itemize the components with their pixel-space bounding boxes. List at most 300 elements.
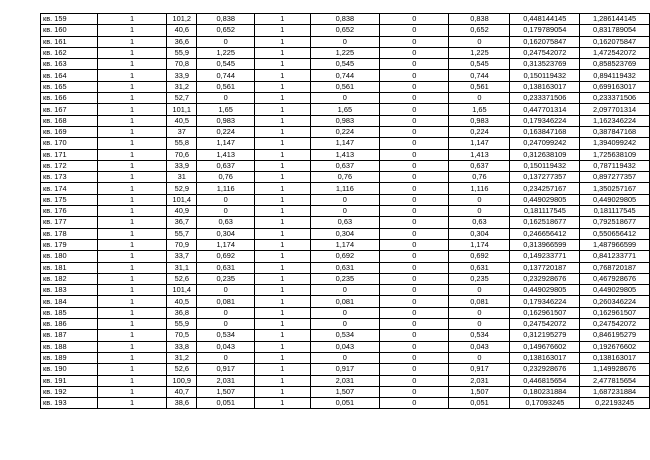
table-cell[interactable]: 0 <box>380 352 449 363</box>
table-cell[interactable]: 0 <box>380 307 449 318</box>
table-cell[interactable]: 1 <box>255 149 311 160</box>
table-cell[interactable]: 0,179789054 <box>510 25 580 36</box>
table-cell[interactable]: 0 <box>197 36 255 47</box>
table-cell[interactable]: 0 <box>380 239 449 250</box>
table-cell[interactable]: 0,449029805 <box>580 194 650 205</box>
table-cell[interactable]: 0,232928676 <box>510 364 580 375</box>
table-cell[interactable]: 0,233371506 <box>580 93 650 104</box>
table-cell[interactable]: 0,138163017 <box>510 81 580 92</box>
table-cell[interactable]: 1 <box>97 262 166 273</box>
table-cell[interactable]: 0 <box>380 251 449 262</box>
table-cell[interactable]: 0,224 <box>310 126 380 137</box>
table-cell[interactable]: 0,17093245 <box>510 398 580 409</box>
table-cell[interactable]: 0 <box>380 81 449 92</box>
table-cell[interactable]: 1 <box>97 59 166 70</box>
table-cell[interactable]: 0,768720187 <box>580 262 650 273</box>
table-cell[interactable]: 2,477815654 <box>580 375 650 386</box>
table-cell[interactable]: 38,6 <box>167 398 197 409</box>
table-cell[interactable]: 0,983 <box>197 115 255 126</box>
apartment-cell[interactable]: кв. 167 <box>41 104 98 115</box>
table-cell[interactable]: 0 <box>197 206 255 217</box>
table-cell[interactable]: 0,63 <box>449 217 510 228</box>
table-cell[interactable]: 36,6 <box>167 36 197 47</box>
apartment-cell[interactable]: кв. 172 <box>41 160 98 171</box>
table-cell[interactable]: 1 <box>97 36 166 47</box>
table-cell[interactable]: 1 <box>97 330 166 341</box>
apartment-cell[interactable]: кв. 160 <box>41 25 98 36</box>
table-cell[interactable]: 0,631 <box>449 262 510 273</box>
table-cell[interactable]: 0,446815654 <box>510 375 580 386</box>
table-cell[interactable]: 0,561 <box>197 81 255 92</box>
table-cell[interactable]: 0 <box>197 307 255 318</box>
table-cell[interactable]: 0,051 <box>197 398 255 409</box>
table-cell[interactable]: 0,162075847 <box>510 36 580 47</box>
table-cell[interactable]: 0,387847168 <box>580 126 650 137</box>
table-cell[interactable]: 0,744 <box>310 70 380 81</box>
table-cell[interactable]: 1 <box>255 364 311 375</box>
table-cell[interactable]: 0,304 <box>449 228 510 239</box>
table-cell[interactable]: 1 <box>255 138 311 149</box>
table-cell[interactable]: 0 <box>380 296 449 307</box>
table-cell[interactable]: 2,031 <box>310 375 380 386</box>
table-cell[interactable]: 0 <box>310 206 380 217</box>
table-cell[interactable]: 0,637 <box>310 160 380 171</box>
table-cell[interactable]: 0,838 <box>310 14 380 25</box>
table-cell[interactable]: 101,4 <box>167 194 197 205</box>
table-cell[interactable]: 0,247542072 <box>510 319 580 330</box>
table-cell[interactable]: 1,65 <box>310 104 380 115</box>
table-cell[interactable]: 1 <box>255 25 311 36</box>
table-cell[interactable]: 0,163847168 <box>510 126 580 137</box>
table-cell[interactable]: 0,162518677 <box>510 217 580 228</box>
table-cell[interactable]: 0,787119432 <box>580 160 650 171</box>
table-cell[interactable]: 1 <box>97 14 166 25</box>
table-cell[interactable]: 33,9 <box>167 70 197 81</box>
table-cell[interactable]: 0,043 <box>310 341 380 352</box>
table-cell[interactable]: 1 <box>255 330 311 341</box>
table-cell[interactable]: 0,247099242 <box>510 138 580 149</box>
table-cell[interactable]: 0,631 <box>197 262 255 273</box>
table-cell[interactable]: 0,081 <box>197 296 255 307</box>
table-cell[interactable]: 0 <box>380 25 449 36</box>
table-cell[interactable]: 52,9 <box>167 183 197 194</box>
table-cell[interactable]: 1 <box>255 239 311 250</box>
table-cell[interactable]: 0 <box>380 104 449 115</box>
table-cell[interactable]: 0 <box>380 206 449 217</box>
table-cell[interactable]: 1 <box>97 149 166 160</box>
table-cell[interactable]: 0 <box>310 36 380 47</box>
table-cell[interactable]: 1 <box>255 285 311 296</box>
table-cell[interactable]: 0,138163017 <box>580 352 650 363</box>
table-cell[interactable]: 1,162346224 <box>580 115 650 126</box>
table-cell[interactable]: 0 <box>380 228 449 239</box>
table-cell[interactable]: 1 <box>255 183 311 194</box>
table-cell[interactable]: 1 <box>255 172 311 183</box>
table-cell[interactable]: 0,652 <box>449 25 510 36</box>
table-cell[interactable]: 0,043 <box>449 341 510 352</box>
table-cell[interactable]: 0 <box>380 126 449 137</box>
apartment-cell[interactable]: кв. 163 <box>41 59 98 70</box>
table-cell[interactable]: 0,234257167 <box>510 183 580 194</box>
table-cell[interactable]: 0,192676602 <box>580 341 650 352</box>
table-cell[interactable]: 31 <box>167 172 197 183</box>
apartment-cell[interactable]: кв. 183 <box>41 285 98 296</box>
table-cell[interactable]: 1,174 <box>449 239 510 250</box>
table-cell[interactable]: 1 <box>97 285 166 296</box>
apartment-cell[interactable]: кв. 187 <box>41 330 98 341</box>
table-cell[interactable]: 1 <box>97 307 166 318</box>
table-cell[interactable]: 1,286144145 <box>580 14 650 25</box>
table-cell[interactable]: 1 <box>255 126 311 137</box>
table-cell[interactable]: 1 <box>255 47 311 58</box>
table-cell[interactable]: 0,692 <box>310 251 380 262</box>
table-cell[interactable]: 0,149676602 <box>510 341 580 352</box>
table-cell[interactable]: 0 <box>449 319 510 330</box>
apartment-cell[interactable]: кв. 188 <box>41 341 98 352</box>
table-cell[interactable]: 0,162075847 <box>580 36 650 47</box>
apartment-cell[interactable]: кв. 161 <box>41 36 98 47</box>
table-cell[interactable]: 100,9 <box>167 375 197 386</box>
table-cell[interactable]: 1,174 <box>197 239 255 250</box>
table-cell[interactable]: 0 <box>310 352 380 363</box>
table-cell[interactable]: 0,304 <box>310 228 380 239</box>
table-cell[interactable]: 31,2 <box>167 81 197 92</box>
table-cell[interactable]: 31,2 <box>167 352 197 363</box>
apartment-cell[interactable]: кв. 177 <box>41 217 98 228</box>
table-cell[interactable]: 0,138163017 <box>510 352 580 363</box>
table-cell[interactable]: 0,179346224 <box>510 115 580 126</box>
table-cell[interactable]: 0,235 <box>197 273 255 284</box>
table-cell[interactable]: 1,507 <box>449 386 510 397</box>
table-cell[interactable]: 0,313523769 <box>510 59 580 70</box>
table-cell[interactable]: 0 <box>380 70 449 81</box>
table-cell[interactable]: 101,2 <box>167 14 197 25</box>
table-cell[interactable]: 1,350257167 <box>580 183 650 194</box>
table-cell[interactable]: 36,7 <box>167 217 197 228</box>
table-cell[interactable]: 0,63 <box>197 217 255 228</box>
table-cell[interactable]: 33,7 <box>167 251 197 262</box>
table-cell[interactable]: 0,232928676 <box>510 273 580 284</box>
table-cell[interactable]: 0,983 <box>310 115 380 126</box>
table-cell[interactable]: 55,7 <box>167 228 197 239</box>
table-cell[interactable]: 0,22193245 <box>580 398 650 409</box>
table-cell[interactable]: 0 <box>380 47 449 58</box>
table-cell[interactable]: 0,897277357 <box>580 172 650 183</box>
table-cell[interactable]: 2,097701314 <box>580 104 650 115</box>
table-cell[interactable]: 0 <box>380 14 449 25</box>
table-cell[interactable]: 1,394099242 <box>580 138 650 149</box>
table-cell[interactable]: 2,031 <box>449 375 510 386</box>
table-cell[interactable]: 1 <box>255 341 311 352</box>
table-cell[interactable]: 1,413 <box>449 149 510 160</box>
table-cell[interactable]: 0,181117545 <box>580 206 650 217</box>
apartment-cell[interactable]: кв. 170 <box>41 138 98 149</box>
table-cell[interactable]: 40,7 <box>167 386 197 397</box>
table-cell[interactable]: 0 <box>197 352 255 363</box>
table-cell[interactable]: 1 <box>255 160 311 171</box>
table-cell[interactable]: 0 <box>380 273 449 284</box>
table-cell[interactable]: 0,449029805 <box>510 194 580 205</box>
table-cell[interactable]: 1 <box>255 307 311 318</box>
table-cell[interactable]: 0,162961507 <box>510 307 580 318</box>
table-cell[interactable]: 0,63 <box>310 217 380 228</box>
table-cell[interactable]: 1 <box>255 251 311 262</box>
table-cell[interactable]: 0,312638109 <box>510 149 580 160</box>
table-cell[interactable]: 0,179346224 <box>510 296 580 307</box>
table-cell[interactable]: 0 <box>380 364 449 375</box>
table-cell[interactable]: 1 <box>97 183 166 194</box>
table-cell[interactable]: 0,561 <box>449 81 510 92</box>
table-cell[interactable]: 52,6 <box>167 364 197 375</box>
table-cell[interactable]: 0,247542072 <box>580 319 650 330</box>
table-cell[interactable]: 0 <box>380 262 449 273</box>
table-cell[interactable]: 1 <box>97 251 166 262</box>
apartment-cell[interactable]: кв. 179 <box>41 239 98 250</box>
table-cell[interactable]: 0 <box>380 386 449 397</box>
table-cell[interactable]: 0,081 <box>449 296 510 307</box>
table-cell[interactable]: 40,9 <box>167 206 197 217</box>
table-cell[interactable]: 0 <box>197 285 255 296</box>
table-cell[interactable]: 70,5 <box>167 330 197 341</box>
table-cell[interactable]: 36,8 <box>167 307 197 318</box>
table-cell[interactable]: 1,507 <box>310 386 380 397</box>
table-cell[interactable]: 0,224 <box>197 126 255 137</box>
table-cell[interactable]: 31,1 <box>167 262 197 273</box>
table-cell[interactable]: 52,6 <box>167 273 197 284</box>
table-cell[interactable]: 40,5 <box>167 296 197 307</box>
table-cell[interactable]: 0 <box>449 206 510 217</box>
table-cell[interactable]: 1,487966599 <box>580 239 650 250</box>
table-cell[interactable]: 1 <box>255 398 311 409</box>
table-cell[interactable]: 1,116 <box>197 183 255 194</box>
table-cell[interactable]: 1,116 <box>310 183 380 194</box>
table-cell[interactable]: 1 <box>255 319 311 330</box>
table-cell[interactable]: 0 <box>197 93 255 104</box>
table-cell[interactable]: 1 <box>255 81 311 92</box>
apartment-cell[interactable]: кв. 166 <box>41 93 98 104</box>
table-cell[interactable]: 1,725638109 <box>580 149 650 160</box>
table-cell[interactable]: 70,8 <box>167 59 197 70</box>
table-cell[interactable]: 0 <box>380 59 449 70</box>
table-cell[interactable]: 1,65 <box>197 104 255 115</box>
table-cell[interactable]: 0,894119432 <box>580 70 650 81</box>
table-cell[interactable]: 0,235 <box>449 273 510 284</box>
apartment-cell[interactable]: кв. 174 <box>41 183 98 194</box>
table-cell[interactable]: 0,467928676 <box>580 273 650 284</box>
table-cell[interactable]: 40,6 <box>167 25 197 36</box>
table-cell[interactable]: 0 <box>380 330 449 341</box>
table-cell[interactable]: 1 <box>97 341 166 352</box>
table-cell[interactable]: 1 <box>255 296 311 307</box>
table-cell[interactable]: 0,983 <box>449 115 510 126</box>
table-cell[interactable]: 0,545 <box>310 59 380 70</box>
table-cell[interactable]: 0,841233771 <box>580 251 650 262</box>
table-cell[interactable]: 1 <box>97 364 166 375</box>
table-cell[interactable]: 0,181117545 <box>510 206 580 217</box>
table-cell[interactable]: 1,149928676 <box>580 364 650 375</box>
table-cell[interactable]: 0,637 <box>197 160 255 171</box>
table-cell[interactable]: 1 <box>255 262 311 273</box>
apartment-cell[interactable]: кв. 184 <box>41 296 98 307</box>
table-cell[interactable]: 0 <box>197 319 255 330</box>
table-cell[interactable]: 1 <box>255 228 311 239</box>
table-cell[interactable]: 1,174 <box>310 239 380 250</box>
table-cell[interactable]: 1 <box>97 386 166 397</box>
table-cell[interactable]: 0,744 <box>197 70 255 81</box>
table-cell[interactable]: 1 <box>97 115 166 126</box>
table-cell[interactable]: 0,449029805 <box>580 285 650 296</box>
table-cell[interactable]: 1 <box>97 70 166 81</box>
table-cell[interactable]: 0 <box>380 398 449 409</box>
table-cell[interactable]: 0,744 <box>449 70 510 81</box>
table-cell[interactable]: 0,534 <box>310 330 380 341</box>
table-cell[interactable]: 1,472542072 <box>580 47 650 58</box>
table-cell[interactable]: 0 <box>310 319 380 330</box>
table-cell[interactable]: 0,561 <box>310 81 380 92</box>
table-cell[interactable]: 55,8 <box>167 138 197 149</box>
table-cell[interactable]: 0,699163017 <box>580 81 650 92</box>
table-cell[interactable]: 0,247542072 <box>510 47 580 58</box>
table-cell[interactable]: 55,9 <box>167 319 197 330</box>
table-cell[interactable]: 1 <box>97 398 166 409</box>
apartment-cell[interactable]: кв. 181 <box>41 262 98 273</box>
table-cell[interactable]: 1 <box>255 217 311 228</box>
apartment-cell[interactable]: кв. 176 <box>41 206 98 217</box>
apartment-cell[interactable]: кв. 191 <box>41 375 98 386</box>
table-cell[interactable]: 0 <box>380 217 449 228</box>
apartment-cell[interactable]: кв. 168 <box>41 115 98 126</box>
table-cell[interactable]: 0 <box>380 36 449 47</box>
table-cell[interactable]: 1,225 <box>197 47 255 58</box>
table-cell[interactable]: 0,304 <box>197 228 255 239</box>
table-cell[interactable]: 1 <box>255 104 311 115</box>
table-cell[interactable]: 101,1 <box>167 104 197 115</box>
table-cell[interactable]: 1 <box>97 25 166 36</box>
table-cell[interactable]: 101,4 <box>167 285 197 296</box>
table-cell[interactable]: 1 <box>255 115 311 126</box>
table-cell[interactable]: 0,233371506 <box>510 93 580 104</box>
table-cell[interactable]: 37 <box>167 126 197 137</box>
table-cell[interactable]: 0,137277357 <box>510 172 580 183</box>
table-cell[interactable]: 0,550656412 <box>580 228 650 239</box>
table-cell[interactable]: 0 <box>310 285 380 296</box>
table-cell[interactable]: 1 <box>97 296 166 307</box>
table-cell[interactable]: 0,260346224 <box>580 296 650 307</box>
table-cell[interactable]: 1 <box>255 59 311 70</box>
apartment-cell[interactable]: кв. 165 <box>41 81 98 92</box>
table-cell[interactable]: 1,225 <box>310 47 380 58</box>
apartment-cell[interactable]: кв. 169 <box>41 126 98 137</box>
table-cell[interactable]: 0,917 <box>197 364 255 375</box>
table-cell[interactable]: 1 <box>255 70 311 81</box>
table-cell[interactable]: 0 <box>449 307 510 318</box>
table-cell[interactable]: 1 <box>97 81 166 92</box>
table-cell[interactable]: 1 <box>255 14 311 25</box>
table-cell[interactable]: 0 <box>310 307 380 318</box>
table-cell[interactable]: 0,652 <box>310 25 380 36</box>
table-cell[interactable]: 1 <box>97 375 166 386</box>
table-cell[interactable]: 0,545 <box>197 59 255 70</box>
table-cell[interactable]: 1 <box>255 194 311 205</box>
table-cell[interactable]: 0,081 <box>310 296 380 307</box>
table-cell[interactable]: 0,312195279 <box>510 330 580 341</box>
table-cell[interactable]: 0,235 <box>310 273 380 284</box>
table-cell[interactable]: 0,246656412 <box>510 228 580 239</box>
apartment-cell[interactable]: кв. 185 <box>41 307 98 318</box>
table-cell[interactable]: 0 <box>380 138 449 149</box>
table-cell[interactable]: 1 <box>97 93 166 104</box>
table-cell[interactable]: 0 <box>380 115 449 126</box>
table-cell[interactable]: 55,9 <box>167 47 197 58</box>
apartment-cell[interactable]: кв. 162 <box>41 47 98 58</box>
table-cell[interactable]: 1,147 <box>197 138 255 149</box>
table-cell[interactable]: 1 <box>97 217 166 228</box>
table-cell[interactable]: 52,7 <box>167 93 197 104</box>
table-cell[interactable]: 0 <box>449 352 510 363</box>
table-cell[interactable]: 0 <box>449 285 510 296</box>
table-cell[interactable]: 0,224 <box>449 126 510 137</box>
table-cell[interactable]: 40,5 <box>167 115 197 126</box>
apartment-cell[interactable]: кв. 178 <box>41 228 98 239</box>
table-cell[interactable]: 0,838 <box>449 14 510 25</box>
apartment-cell[interactable]: кв. 192 <box>41 386 98 397</box>
table-cell[interactable]: 1 <box>255 273 311 284</box>
table-cell[interactable]: 0,449029805 <box>510 285 580 296</box>
table-cell[interactable]: 1 <box>97 172 166 183</box>
table-cell[interactable]: 0 <box>380 341 449 352</box>
table-cell[interactable]: 0,637 <box>449 160 510 171</box>
apartment-cell[interactable]: кв. 193 <box>41 398 98 409</box>
table-cell[interactable]: 0,043 <box>197 341 255 352</box>
table-cell[interactable]: 1,65 <box>449 104 510 115</box>
table-cell[interactable]: 1,507 <box>197 386 255 397</box>
table-cell[interactable]: 0,448144145 <box>510 14 580 25</box>
table-cell[interactable]: 0,447701314 <box>510 104 580 115</box>
table-cell[interactable]: 0 <box>449 194 510 205</box>
table-cell[interactable]: 0,150119432 <box>510 70 580 81</box>
table-cell[interactable]: 0,150119432 <box>510 160 580 171</box>
table-cell[interactable]: 2,031 <box>197 375 255 386</box>
table-cell[interactable]: 0,76 <box>310 172 380 183</box>
table-cell[interactable]: 1,147 <box>310 138 380 149</box>
table-cell[interactable]: 0 <box>380 319 449 330</box>
table-cell[interactable]: 0 <box>449 36 510 47</box>
table-cell[interactable]: 0 <box>380 375 449 386</box>
table-cell[interactable]: 1,225 <box>449 47 510 58</box>
apartment-cell[interactable]: кв. 182 <box>41 273 98 284</box>
table-cell[interactable]: 0,137720187 <box>510 262 580 273</box>
apartment-cell[interactable]: кв. 164 <box>41 70 98 81</box>
table-cell[interactable]: 0,846195279 <box>580 330 650 341</box>
table-cell[interactable]: 0,858523769 <box>580 59 650 70</box>
table-cell[interactable]: 33,8 <box>167 341 197 352</box>
table-cell[interactable]: 0 <box>380 285 449 296</box>
table-cell[interactable]: 1 <box>97 352 166 363</box>
table-cell[interactable]: 1,413 <box>310 149 380 160</box>
apartment-cell[interactable]: кв. 189 <box>41 352 98 363</box>
table-cell[interactable]: 0,534 <box>197 330 255 341</box>
table-cell[interactable]: 0 <box>380 160 449 171</box>
table-cell[interactable]: 0,051 <box>449 398 510 409</box>
table-cell[interactable]: 1 <box>255 36 311 47</box>
table-cell[interactable]: 0,76 <box>449 172 510 183</box>
table-cell[interactable]: 1,413 <box>197 149 255 160</box>
table-cell[interactable]: 1 <box>97 138 166 149</box>
table-cell[interactable]: 0,692 <box>449 251 510 262</box>
table-cell[interactable]: 1 <box>255 352 311 363</box>
table-cell[interactable]: 0,692 <box>197 251 255 262</box>
table-cell[interactable]: 1 <box>97 206 166 217</box>
